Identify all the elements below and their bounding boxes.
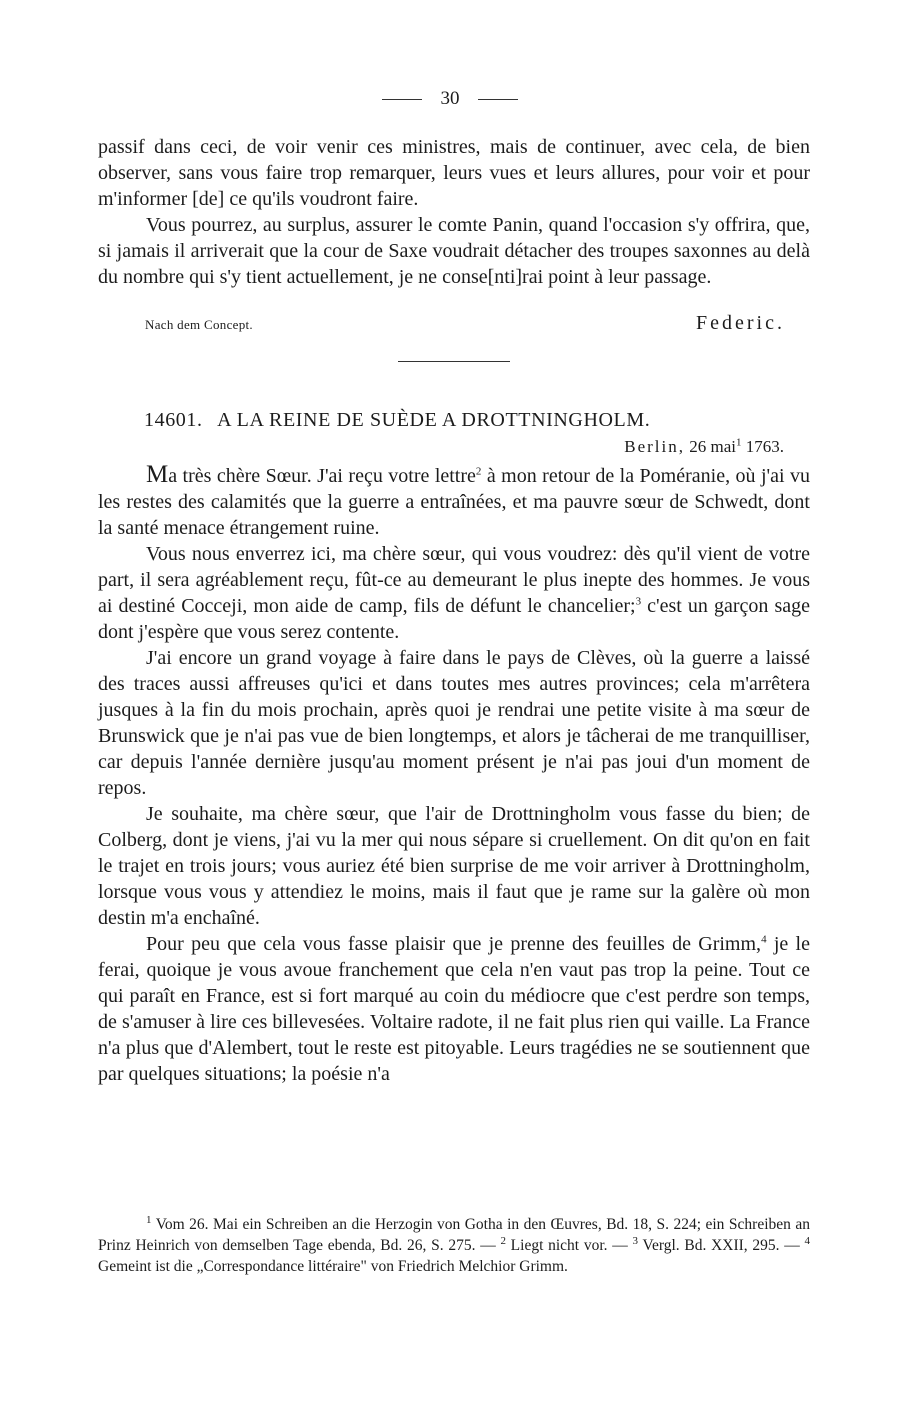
paragraph-text: Pour peu que cela vous fasse plaisir que je prenne des feuilles de Grimm, <box>146 933 762 955</box>
letter-place: Berlin, <box>624 437 685 456</box>
letter-dateline <box>420 437 784 457</box>
header-dash-right <box>478 99 518 100</box>
paragraph-text: à mon retour de la Poméranie, où j'ai vu les restes des calamités que la guerre a entraînées, et ma pauvre sœur de Schwedt, dont la santé menace étrangement ruine. <box>98 465 810 539</box>
page-header <box>0 88 900 110</box>
footnote-3: Vergl. Bd. XXII, 295. — <box>638 1237 805 1254</box>
footnote-mark: 4 <box>804 1234 811 1247</box>
paragraph: J'ai encore un grand voyage à faire dans le pays de Clèves, où la guerre a laissé des traces aussi affreuses qu'ici et dans toutes mes autres provinces; cela m'arrêtera jusques à la fin du mois prochain, après quoi je rendrai une petite visite à ma sœur de Brunswick que je n'ai pas vue de bien longtemps, et alors je tâcherai de me tranquilliser, car depuis l'année dernière jusqu'au moment présent je n'ai pas joui d'un moment de repos. <box>98 647 810 799</box>
letter-heading <box>144 409 824 432</box>
paragraph <box>98 462 810 541</box>
page-number: 30 <box>440 88 460 109</box>
closing-row <box>145 312 785 335</box>
paragraph <box>98 931 810 1087</box>
footnote-ref: 2 <box>475 465 482 478</box>
letter-title: A LA REINE DE SUÈDE A DROTTNINGHOLM. <box>217 409 651 431</box>
footnote-mark: 3 <box>632 1234 639 1247</box>
letter-body <box>98 462 810 1087</box>
footnote-ref: 3 <box>635 595 642 608</box>
letter-date: 26 mai <box>689 437 736 456</box>
continued-letter-text <box>98 134 810 290</box>
footnote-mark: 2 <box>500 1234 506 1247</box>
paragraph: Je souhaite, ma chère sœur, que l'air de Drottningholm vous fasse du bien; de Colberg, dont je viens, j'ai vu la mer qui nous sépare si cruellement. On dit qu'on en fait le trajet en trois jours; vous auriez été bien surprise de me voir arriver à Drottningholm, lorsque vous vous y attendiez le moins, mais il faut que je rame sur la galère où mon destin m'a enchaîné. <box>98 803 810 929</box>
header-dash-left <box>382 99 422 100</box>
source-note: Nach dem Concept. <box>145 317 253 332</box>
footnote-2: Liegt nicht vor. — <box>505 1237 633 1254</box>
paragraph-text: a très chère Sœur. J'ai reçu votre lettre <box>168 465 476 487</box>
signature: Federic. <box>696 312 785 334</box>
footnotes <box>98 1214 810 1277</box>
footnote-ref: 1 <box>736 436 742 449</box>
section-divider <box>398 361 510 362</box>
paragraph-text: je le ferai, quoique je vous avoue franchement que cela n'en vaut pas trop la peine. Tout ce qui paraît en France, est si fort marqué au coin du médiocre que c'est perdre son temps, de s'amuser à lire ces billevesées. Voltaire radote, il ne fait plus rien qui vaille. La France n'a plus que d'Alembert, tout le reste est pitoyable. Leurs tragédies ne se soutiennent que par quelques situations; la poésie n'a <box>98 933 810 1085</box>
paragraph <box>98 541 810 645</box>
paragraph: Vous pourrez, au surplus, assurer le comte Panin, quand l'occasion s'y offrira, que, si jamais il arriverait que la cour de Saxe voudrait détacher des troupes saxonnes au delà du nombre qui s'y tient actuellement, je ne conse[nti]rai point à leur passage. <box>98 214 810 288</box>
footnote-1: Vom 26. Mai ein Schreiben an die Herzogin von Gotha in den Œuvres, Bd. 18, S. 224; ein Schreiben an Prinz Heinrich von demselben Tage ebenda, Bd. 26, S. 275. — <box>98 1216 810 1254</box>
salutation-initial: M <box>146 461 169 488</box>
paragraph: passif dans ceci, de voir venir ces ministres, mais de continuer, avec cela, de bien observer, sans vous faire trop remarquer, leurs vues et leurs allures, pour voir et pour m'informer [de] ce qu'ils voudront faire. <box>98 136 810 210</box>
footnote-text <box>98 1214 810 1277</box>
footnote-4: Gemeint ist die „Correspondance littéraire" von Friedrich Melchior Grimm. <box>98 1258 568 1275</box>
footnote-ref: 4 <box>761 933 767 946</box>
footnote-mark: 1 <box>146 1213 152 1226</box>
paragraph-text: c'est un garçon sage dont j'espère que vous serez contente. <box>98 595 810 643</box>
letter-number: 14601. <box>144 409 203 431</box>
paragraph-text: Vous nous enverrez ici, ma chère sœur, qui vous voudrez: dès qu'il vient de votre part, il sera agréablement reçu, fût-ce au demeurant le plus inepte des hommes. Je vous ai destiné Cocceji, mon aide de camp, fils de défunt le chancelier; <box>98 543 810 617</box>
letter-year: 1763. <box>741 437 784 456</box>
